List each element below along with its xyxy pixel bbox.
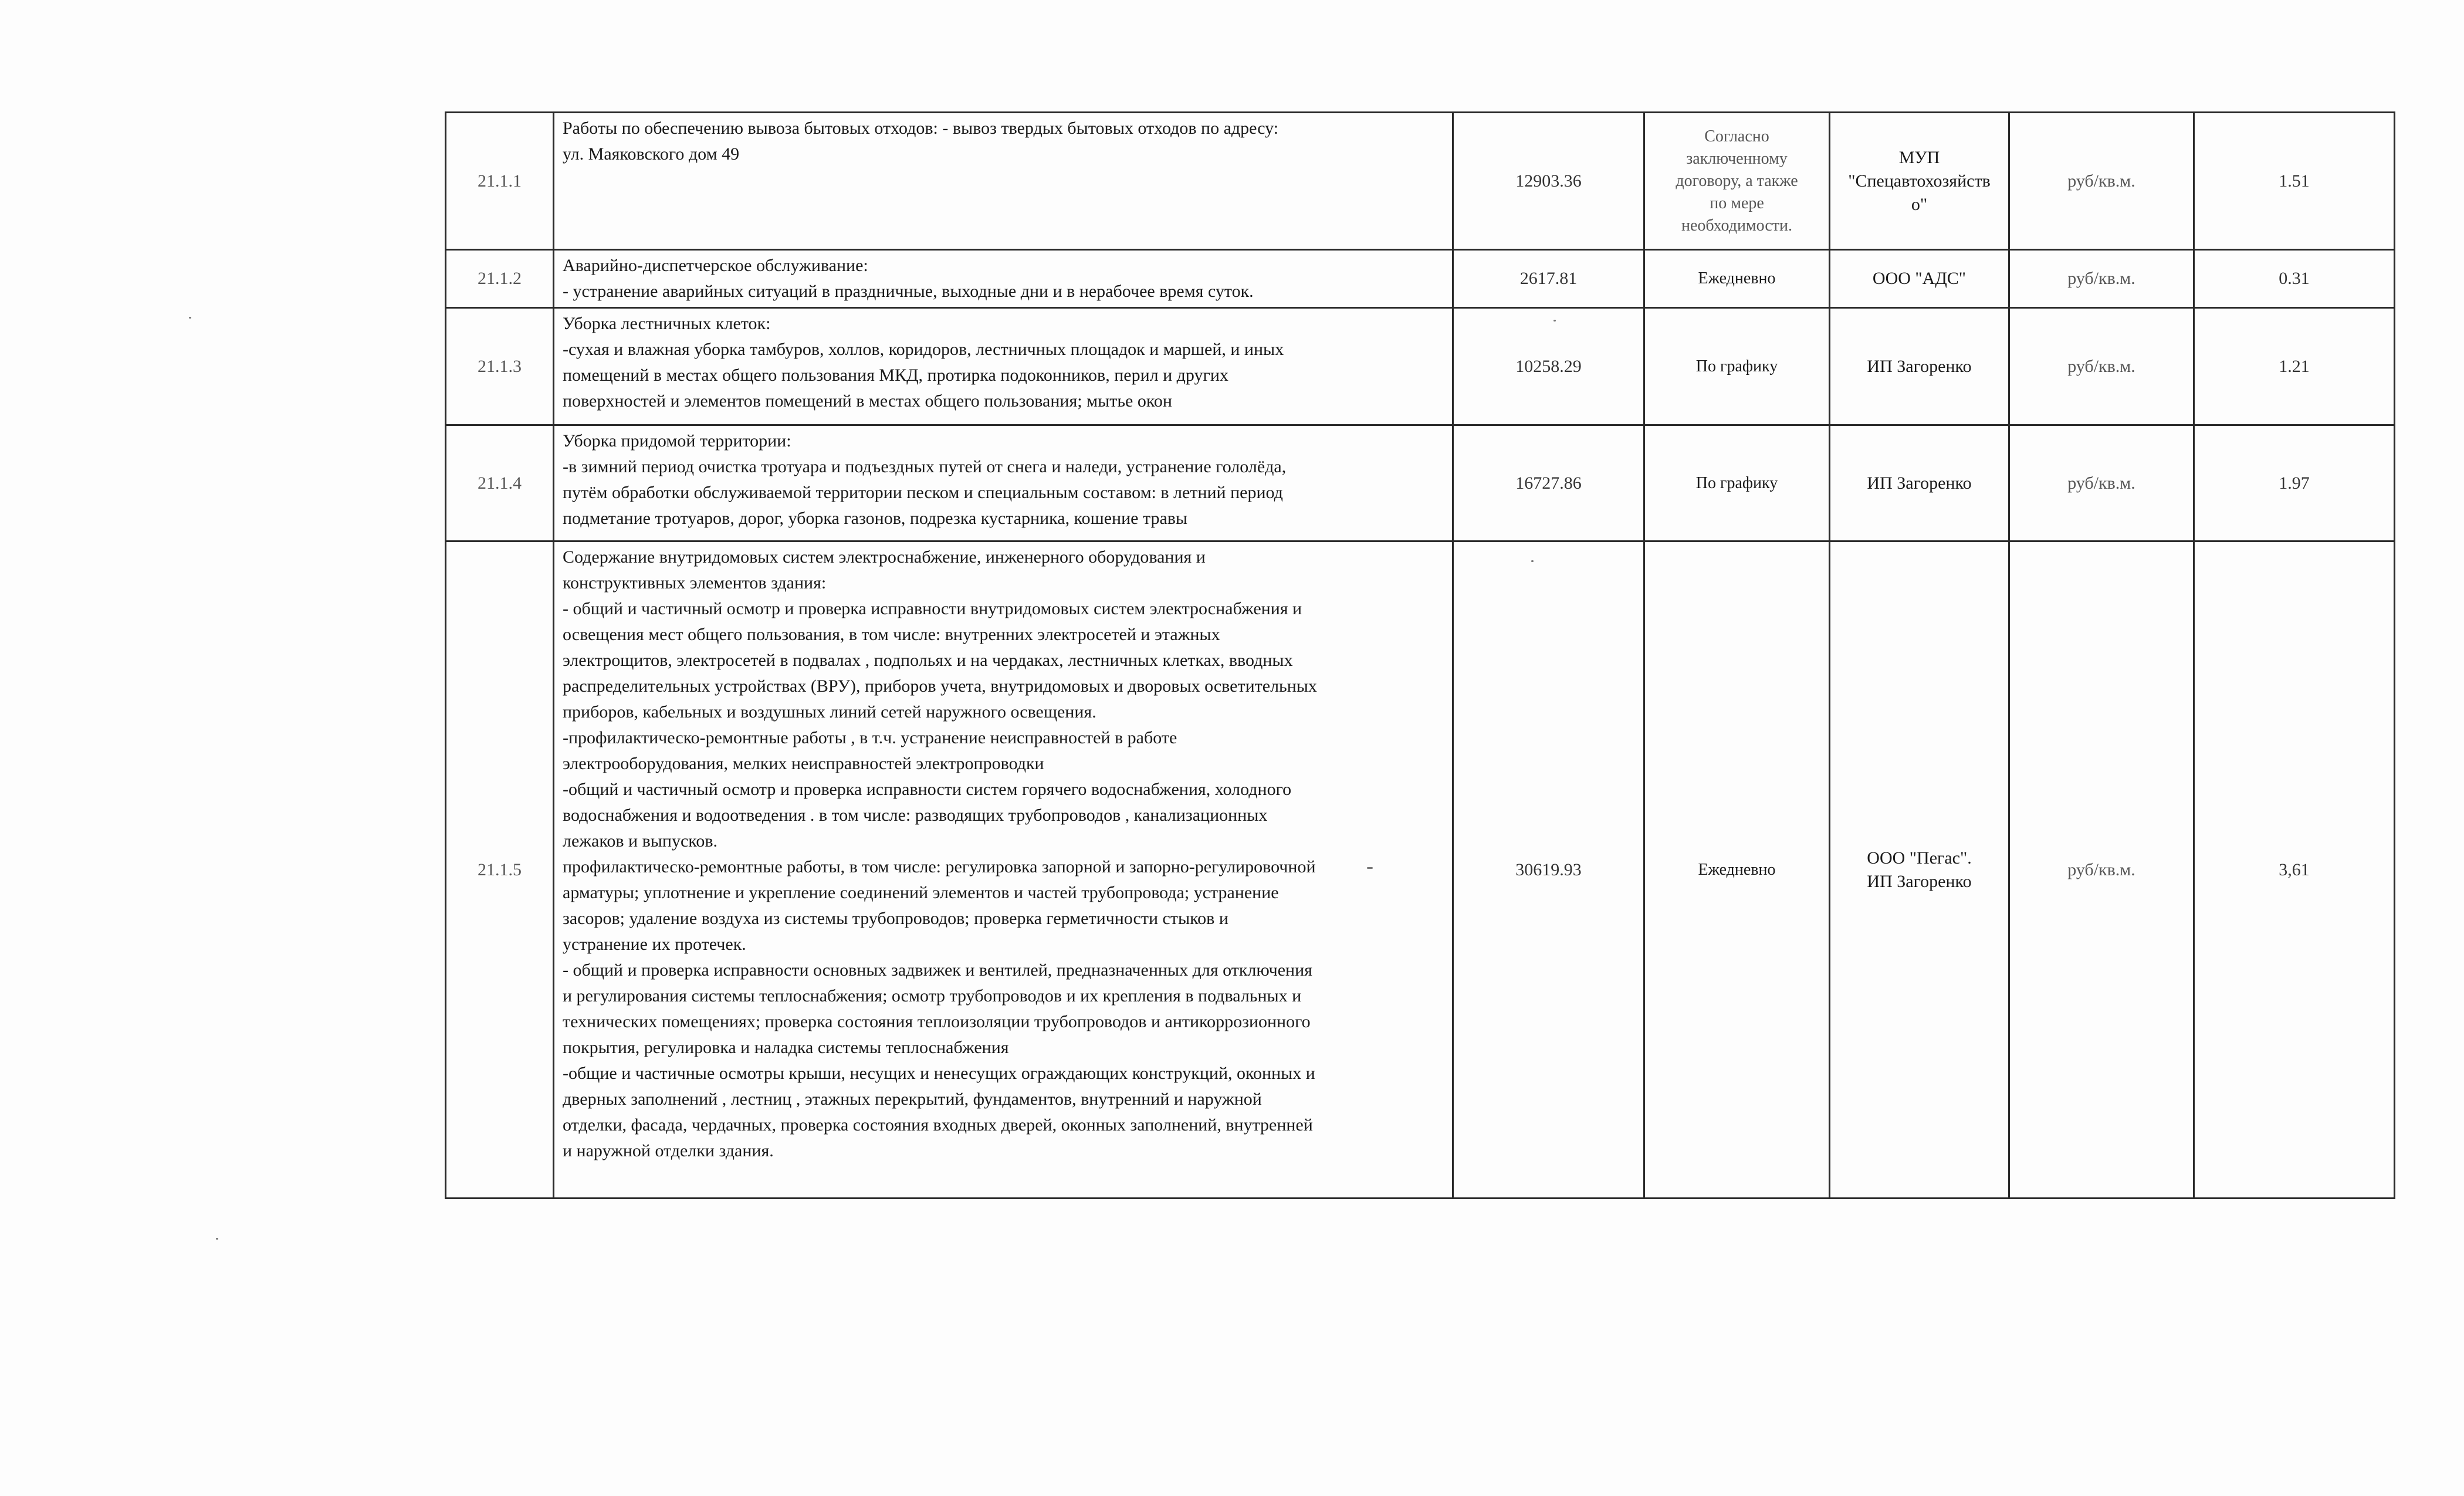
description-line: - устранение аварийных ситуаций в праздничные, выходные дни и в нерабочее время суток. bbox=[563, 282, 1254, 301]
table-row bbox=[446, 541, 2395, 1199]
row-description-cell bbox=[554, 541, 1453, 1199]
row-unit: руб/кв.м. bbox=[2067, 473, 2135, 493]
row-amount: 30619.93 bbox=[1515, 859, 1582, 879]
executor-line: ИП Загоренко bbox=[1867, 871, 1972, 891]
period-line: По графику bbox=[1695, 473, 1778, 492]
scan-speck bbox=[1553, 320, 1556, 321]
row-period-cell bbox=[1644, 541, 1830, 1199]
row-amount-cell bbox=[1453, 308, 1644, 425]
table-row bbox=[446, 113, 2395, 250]
description-line: Аварийно-диспетчерское обслуживание: bbox=[563, 256, 868, 275]
description-line: -общие и частичные осмотры крыши, несущих и ненесущих ограждающих конструкций, оконных и bbox=[563, 1064, 1315, 1083]
description-line: Работы по обеспечению вывоза бытовых отходов: - вывоз твердых бытовых отходов по адресу: bbox=[563, 119, 1279, 138]
description-line: арматуры; уплотнение и укрепление соединений элементов и частей трубопровода; устранение bbox=[563, 883, 1279, 902]
scan-speck bbox=[1367, 867, 1373, 869]
row-amount: 2617.81 bbox=[1519, 269, 1578, 288]
period-line: заключенному bbox=[1686, 149, 1788, 168]
description-line: устранение их протечек. bbox=[563, 935, 746, 954]
description-line: технических помещениях; проверка состояния теплоизоляции трубопроводов и антикоррозионного bbox=[563, 1012, 1311, 1031]
row-code-cell bbox=[446, 308, 554, 425]
scan-speck bbox=[1531, 560, 1534, 562]
row-executor-cell bbox=[1830, 308, 2009, 425]
period-line: По графику bbox=[1695, 357, 1778, 375]
row-amount-cell bbox=[1453, 425, 1644, 541]
row-amount-cell bbox=[1453, 113, 1644, 250]
description-line: лежаков и выпусков. bbox=[563, 831, 718, 851]
description-line: покрытия, регулировка и наладка системы теплоснабжения bbox=[563, 1038, 1009, 1057]
row-period-cell bbox=[1644, 113, 1830, 250]
row-unit-cell bbox=[2009, 250, 2194, 308]
description-line: Уборка лестничных клеток: bbox=[563, 314, 771, 333]
row-code-cell bbox=[446, 425, 554, 541]
executor-line: МУП bbox=[1898, 147, 1940, 167]
period-line: договору, а также bbox=[1676, 171, 1798, 190]
row-unit-cell bbox=[2009, 113, 2194, 250]
row-unit: руб/кв.м. bbox=[2067, 356, 2135, 376]
period-line: необходимости. bbox=[1681, 216, 1792, 235]
row-rate-cell bbox=[2194, 113, 2395, 250]
description-line: Содержание внутридомовых систем электроснабжение, инженерного оборудования и bbox=[563, 547, 1206, 567]
row-description-cell bbox=[554, 308, 1453, 425]
row-unit-cell bbox=[2009, 308, 2194, 425]
row-executor-cell bbox=[1830, 113, 2009, 250]
row-unit-cell bbox=[2009, 425, 2194, 541]
period-line: Ежедневно bbox=[1698, 269, 1776, 287]
row-unit: руб/кв.м. bbox=[2067, 859, 2135, 879]
row-executor-cell bbox=[1830, 541, 2009, 1199]
executor-line: ООО "АДС" bbox=[1872, 269, 1967, 288]
executor-line: о" bbox=[1911, 194, 1928, 214]
executor-line: "Спецавтохозяйств bbox=[1848, 171, 1991, 191]
description-line: профилактическо-ремонтные работы, в том числе: регулировка запорной и запорно-регулировочной bbox=[563, 857, 1316, 876]
row-description-cell bbox=[554, 425, 1453, 541]
row-amount: 16727.86 bbox=[1515, 473, 1582, 493]
row-code: 21.1.4 bbox=[478, 473, 522, 493]
row-rate-cell bbox=[2194, 541, 2395, 1199]
row-rate: 0.31 bbox=[2279, 269, 2310, 288]
table-row bbox=[446, 308, 2395, 425]
description-line: и наружной отделки здания. bbox=[563, 1141, 774, 1160]
row-code: 21.1.3 bbox=[478, 356, 522, 376]
row-period-cell bbox=[1644, 250, 1830, 308]
row-code: 21.1.5 bbox=[478, 859, 522, 879]
description-line: и регулирования системы теплоснабжения; осмотр трубопроводов и их крепления в подвальных и bbox=[563, 986, 1302, 1006]
row-code: 21.1.1 bbox=[478, 171, 522, 191]
description-line: электрощитов, электросетей в подвалах , подпольях и на чердаках, лестничных клетках, вводных bbox=[563, 651, 1293, 670]
row-amount: 10258.29 bbox=[1515, 356, 1582, 376]
description-line: - общий и проверка исправности основных задвижек и вентилей, предназначенных для отключения bbox=[563, 960, 1312, 980]
row-code-cell bbox=[446, 541, 554, 1199]
row-executor-cell bbox=[1830, 250, 2009, 308]
description-line: -профилактическо-ремонтные работы , в т.ч. устранение неисправностей в работе bbox=[563, 728, 1177, 747]
scan-speck bbox=[189, 317, 191, 319]
executor-line: ИП Загоренко bbox=[1867, 473, 1972, 493]
row-unit-cell bbox=[2009, 541, 2194, 1199]
description-line: -в зимний период очистка тротуара и подъездных путей от снега и наледи, устранение гололёда, bbox=[563, 457, 1287, 476]
period-line: Согласно bbox=[1704, 127, 1769, 145]
description-line: помещений в местах общего пользования МКД, протирка подоконников, перил и других bbox=[563, 365, 1228, 385]
description-line: отделки, фасада, чердачных, проверка состояния входных дверей, оконных заполнений, внутренней bbox=[563, 1115, 1313, 1135]
row-code: 21.1.2 bbox=[478, 269, 522, 288]
period-line: по мере bbox=[1710, 194, 1764, 212]
description-line: -сухая и влажная уборка тамбуров, холлов, коридоров, лестничных площадок и маршей, и иных bbox=[563, 340, 1284, 359]
row-rate: 1.51 bbox=[2279, 171, 2310, 191]
row-period-cell bbox=[1644, 425, 1830, 541]
table-row bbox=[446, 425, 2395, 541]
description-line: Уборка придомой территории: bbox=[563, 431, 791, 451]
description-line: распределительных устройствах (ВРУ), приборов учета, внутридомовых и дворовых осветительных bbox=[563, 676, 1317, 696]
row-rate-cell bbox=[2194, 308, 2395, 425]
description-line: электрооборудования, мелких неисправностей электропроводки bbox=[563, 754, 1044, 773]
description-line: водоснабжения и водоотведения . в том числе: разводящих трубопроводов , канализационных bbox=[563, 805, 1268, 825]
row-rate: 1.21 bbox=[2279, 356, 2310, 376]
description-line: засоров; удаление воздуха из системы трубопроводов; проверка герметичности стыков и bbox=[563, 909, 1228, 928]
scan-speck bbox=[216, 1238, 218, 1240]
description-line: освещения мест общего пользования, в том числе: внутренних электросетей и этажных bbox=[563, 625, 1220, 644]
executor-line: ИП Загоренко bbox=[1867, 356, 1972, 376]
description-line: дверных заполнений , лестниц , этажных перекрытий, фундаментов, внутренний и наружной bbox=[563, 1089, 1262, 1109]
row-period-cell bbox=[1644, 308, 1830, 425]
description-line: ул. Маяковского дом 49 bbox=[563, 144, 740, 164]
row-amount-cell bbox=[1453, 541, 1644, 1199]
table-row bbox=[446, 250, 2395, 308]
row-rate-cell bbox=[2194, 425, 2395, 541]
row-rate: 3,61 bbox=[2279, 859, 2310, 879]
row-code-cell bbox=[446, 250, 554, 308]
description-line: конструктивных элементов здания: bbox=[563, 573, 827, 593]
row-unit: руб/кв.м. bbox=[2067, 269, 2135, 288]
row-executor-cell bbox=[1830, 425, 2009, 541]
row-description-cell bbox=[554, 250, 1453, 308]
description-line: подметание тротуаров, дорог, уборка газонов, подрезка кустарника, кошение травы bbox=[563, 509, 1188, 528]
description-line: приборов, кабельных и воздушных линий сетей наружного освещения. bbox=[563, 702, 1096, 722]
row-amount-cell bbox=[1453, 250, 1644, 308]
row-unit: руб/кв.м. bbox=[2067, 171, 2135, 191]
description-line: путём обработки обслуживаемой территории песком и специальным составом: в летний период bbox=[563, 483, 1283, 502]
period-line: Ежедневно bbox=[1698, 860, 1776, 879]
executor-line: ООО "Пегас". bbox=[1867, 848, 1972, 868]
row-description-cell bbox=[554, 113, 1453, 250]
row-rate-cell bbox=[2194, 250, 2395, 308]
row-code-cell bbox=[446, 113, 554, 250]
description-line: - общий и частичный осмотр и проверка исправности внутридомовых систем электроснабжения и bbox=[563, 599, 1302, 618]
table-body bbox=[446, 113, 2395, 1199]
description-line: -общий и частичный осмотр и проверка исправности систем горячего водоснабжения, холодного bbox=[563, 780, 1292, 799]
description-line: поверхностей и элементов помещений в местах общего пользования; мытье окон bbox=[563, 391, 1172, 411]
services-table bbox=[445, 111, 2395, 1199]
row-rate: 1.97 bbox=[2279, 473, 2310, 493]
row-amount: 12903.36 bbox=[1515, 171, 1582, 191]
